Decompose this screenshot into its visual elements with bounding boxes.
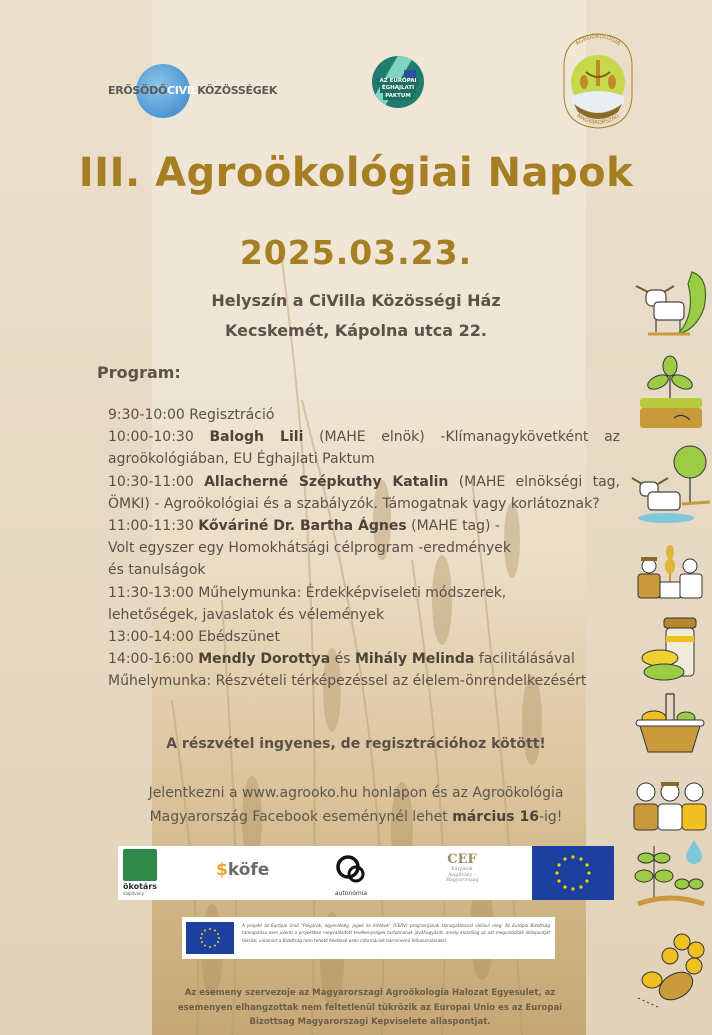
eu-flag-icon bbox=[404, 70, 416, 78]
program-item: 10:30-11:00 Allacherné Szépkuthy Katalin (MAHE elnökségi tag, ÖMKI) - Agroökológiai és a szabályzók. Támogatnak vagy korlátoznak? bbox=[108, 473, 620, 512]
program-item: 14:00-16:00 Mendly Dorottya és Mihály Melinda facilitálásával Műhelymunka: Részvételi térképezéssel az élelem-önrendelkezésért bbox=[108, 651, 587, 690]
sponsor-logos-strip bbox=[118, 846, 532, 900]
event-date: 2025.03.23. bbox=[239, 233, 473, 272]
kofe-logo: $köfe bbox=[216, 860, 270, 880]
community-people-icon bbox=[630, 776, 710, 834]
civil-logo-text: ERŐSÖDŐCIVILKÖZÖSSÉGEK bbox=[108, 84, 277, 97]
cattle-pepper-icon bbox=[630, 268, 710, 340]
program-item: 13:00-14:00 Ebédszünet bbox=[108, 629, 280, 646]
european-climate-pact-logo bbox=[370, 56, 426, 114]
eu-flag-icon bbox=[186, 922, 234, 954]
eu-disclaimer-text: A projekt az Európai Unió "Polgárok, egyenlőség, jogok és értékek" (CERV) programjának támogatásával valósul meg. Az Európai Bizottság támogatása nem jelenti a projektben megvalósított tevékenységek tartalmának jóváhagyását, amely kizárólag az azt megvalósítók álláspontját tükrözi, valamint a Bizottság nem tehető felelőssé ezen információk bárminemű felhasználásáért. bbox=[242, 923, 550, 943]
eu-flag-logo bbox=[532, 846, 614, 900]
cattle-tree-icon bbox=[630, 442, 710, 526]
paktum-label: AZ EURÓPAI ÉGHAJLATI PAKTUM bbox=[379, 78, 417, 99]
svg-text:AGROÖKOLÓGIA bbox=[575, 33, 621, 47]
location-address: Kecskemét, Kápolna utca 22. bbox=[225, 321, 487, 340]
program-heading: Program: bbox=[97, 363, 181, 382]
eu-funding-disclaimer bbox=[182, 917, 555, 959]
program-item: 10:00-10:30 Balogh Lili (MAHE elnök) -Klímanagykövetként az agroökológiában, EU Éghajlati Paktum bbox=[108, 429, 621, 468]
autonomia-logo: autonómia bbox=[326, 854, 376, 897]
program-item: 11:30-13:00 Műhelymunka: Érdekképviseleti módszerek, lehetőségek, javaslatok és vélemények bbox=[108, 584, 507, 623]
program-list bbox=[108, 404, 620, 693]
free-participation-notice: A részvétel ingyenes, de regisztrációhoz kötött! bbox=[166, 736, 546, 752]
registration-info: Jelentkezni a www.agrooko.hu honlapon és az Agroökológia Magyarország Facebook eseménynél lehet március 16-ig! bbox=[148, 785, 564, 825]
eros-civil-kozossegek-logo bbox=[108, 64, 277, 120]
event-title: III. Agroökológiai Napok bbox=[78, 150, 634, 196]
location-venue: Helyszín a CiVilla Közösségi Ház bbox=[211, 291, 501, 310]
cef-karpatok-logo: CEF Kárpátok Alapítvány – Magyarország bbox=[445, 852, 479, 883]
organizer-disclaimer: Az esemeny szervezoje az Magyarorszagi Agroökologia Halozat Egyesulet, az esemenyen elhangzottak nem feltetlenül tükrözik az Europai Unio es az Europai Bizottsag Magyarorszagi Kepviselete allaspontjat. bbox=[177, 988, 563, 1027]
agrookologia-magyarorszag-logo bbox=[556, 26, 640, 132]
plants-water-icon bbox=[630, 836, 710, 912]
preserves-jar-icon bbox=[630, 614, 710, 684]
bee-flower-icon bbox=[630, 928, 710, 1012]
plant-soil-icon bbox=[630, 354, 710, 434]
farmers-wheat-icon bbox=[630, 540, 710, 608]
agro-logo-bottom-text: MAGYARORSZÁG bbox=[575, 113, 621, 127]
program-item: 11:00-11:30 Kőváriné Dr. Bartha Ágnes (MAHE tag) - Volt egyszer egy Homokhátsági célprogram -eredmények és tanulságok bbox=[108, 518, 511, 579]
agro-logo-top-text: AGROÖKOLÓGIA bbox=[574, 33, 622, 48]
program-item: 9:30-10:00 Regisztráció bbox=[108, 407, 275, 423]
okotars-logo: ökotárs alapítvány bbox=[123, 849, 159, 897]
basket-icon bbox=[630, 690, 710, 760]
